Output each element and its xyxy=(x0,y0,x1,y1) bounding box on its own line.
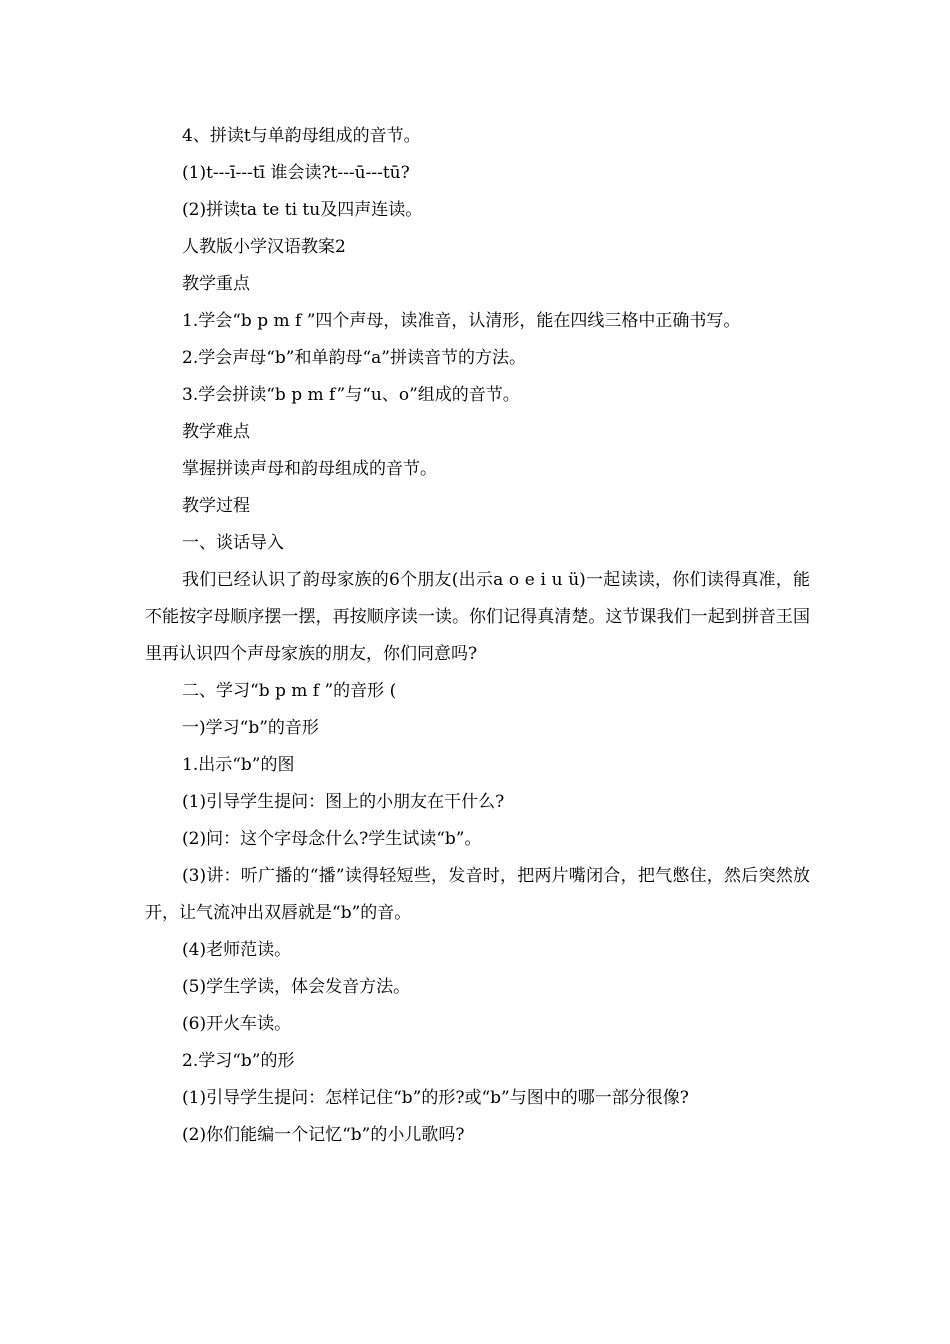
paragraph: (6)开火车读。 xyxy=(182,1014,292,1034)
document-body xyxy=(145,118,810,1154)
paragraph: (1)引导学生提问：图上的小朋友在干什么? xyxy=(182,792,505,812)
paragraph: 1.出示“b”的图 xyxy=(182,755,295,775)
paragraph: (1)引导学生提问：怎样记住“b”的形?或“b”与图中的哪一部分很像? xyxy=(182,1088,689,1108)
section-title: 人教版小学汉语教案2 xyxy=(182,237,346,257)
paragraph: (2)拼读ta te ti tu及四声连读。 xyxy=(182,200,423,220)
paragraph: 一)学习“b”的音形 xyxy=(182,718,319,738)
section-heading: 教学过程 xyxy=(182,496,250,516)
section-heading: 教学难点 xyxy=(182,422,250,442)
paragraph: 2.学会声母“b”和单韵母“a”拼读音节的方法。 xyxy=(182,348,527,368)
paragraph: (4)老师范读。 xyxy=(182,940,292,960)
paragraph: (3)讲：听广播的“播”读得轻短些，发音时，把两片嘴闭合，把气憋住，然后突然放开，让气流冲出双唇就是“b”的音。 xyxy=(145,866,810,923)
paragraph: (5)学生学读，体会发音方法。 xyxy=(182,977,411,997)
paragraph: 4、拼读t与单韵母组成的音节。 xyxy=(182,126,421,146)
paragraph: (2)问：这个字母念什么?学生试读“b”。 xyxy=(182,829,482,849)
paragraph: 我们已经认识了韵母家族的6个朋友(出示a o e i u ü)一起读读，你们读得真准，能不能按字母顺序摆一摆，再按顺序读一读。你们记得真清楚。这节课我们一起到拼音王国里再认识四个声母家族的朋友，你们同意吗? xyxy=(145,570,810,664)
section-heading: 一、谈话导入 xyxy=(182,533,284,553)
paragraph: 掌握拼读声母和韵母组成的音节。 xyxy=(182,459,437,479)
paragraph: 2.学习“b”的形 xyxy=(182,1051,295,1071)
paragraph: (2)你们能编一个记忆“b”的小儿歌吗? xyxy=(182,1125,465,1145)
section-heading: 二、学习“b p m f ”的音形 ( xyxy=(182,681,397,701)
paragraph: (1)t---ī---tī 谁会读?t---ū---tū? xyxy=(182,163,410,183)
section-heading: 教学重点 xyxy=(182,274,250,294)
paragraph: 3.学会拼读“b p m f”与“u、o”组成的音节。 xyxy=(182,385,520,405)
paragraph: 1.学会“b p m f ”四个声母，读准音，认清形，能在四线三格中正确书写。 xyxy=(182,311,741,331)
